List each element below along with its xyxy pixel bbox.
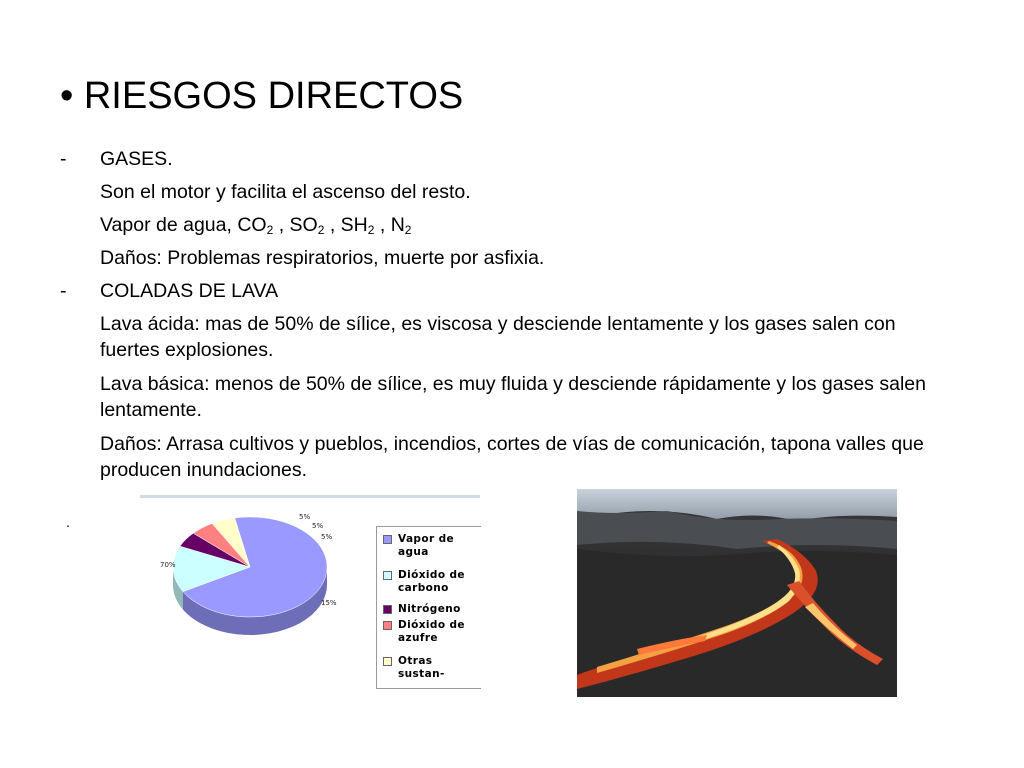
bullet-dash: -: [60, 148, 67, 170]
pie-label-otras: 5%: [299, 513, 311, 521]
pie-label-so2: 5%: [312, 522, 324, 530]
chart-legend: Vapor de agua Dióxido de carbono Nitrógeno Dióxido de azufre Otras sustan-: [376, 526, 481, 689]
lava-basica: Lava básica: menos de 50% de sílice, es muy fluida y desciende rápidamente y los gases salen lentamente.: [100, 373, 926, 421]
legend-swatch: [383, 605, 392, 614]
bullet-dash: -: [60, 280, 67, 302]
pie-label-nitrogeno: 5%: [321, 533, 333, 541]
pie-label-vapor: 70%: [160, 561, 176, 569]
gas-composition-chart: [140, 495, 480, 690]
legend-swatch: [383, 535, 392, 544]
legend-swatch: [383, 657, 392, 666]
lava-danos: Daños: Arrasa cultivos y pueblos, incendios, cortes de vías de comunicación, tapona valles que producen inundaciones.: [100, 433, 924, 481]
pie-label-co2: 15%: [321, 599, 337, 607]
gases-line-2: Vapor de agua, $CO_2$ , $SO_2$ , $SH_2$ , $N_2$: [100, 214, 412, 237]
slide-title: • RIESGOS DIRECTOS: [60, 75, 464, 117]
legend-swatch: [383, 571, 392, 580]
gases-heading: GASES.: [100, 148, 173, 170]
gases-line-1: Son el motor y facilita el ascenso del resto.: [100, 181, 471, 203]
lava-flow-photo: [577, 489, 897, 697]
lava-heading: COLADAS DE LAVA: [100, 280, 279, 302]
lava-acida: Lava ácida: mas de 50% de sílice, es viscosa y desciende lentamente y los gases salen con fuertes explosiones.: [100, 313, 896, 361]
lava-flow-image: [577, 489, 897, 697]
gases-line-3: Daños: Problemas respiratorios, muerte por asfixia.: [100, 247, 545, 269]
legend-swatch: [383, 621, 392, 630]
stray-dot: .: [66, 514, 70, 530]
pie-chart: [140, 495, 376, 690]
